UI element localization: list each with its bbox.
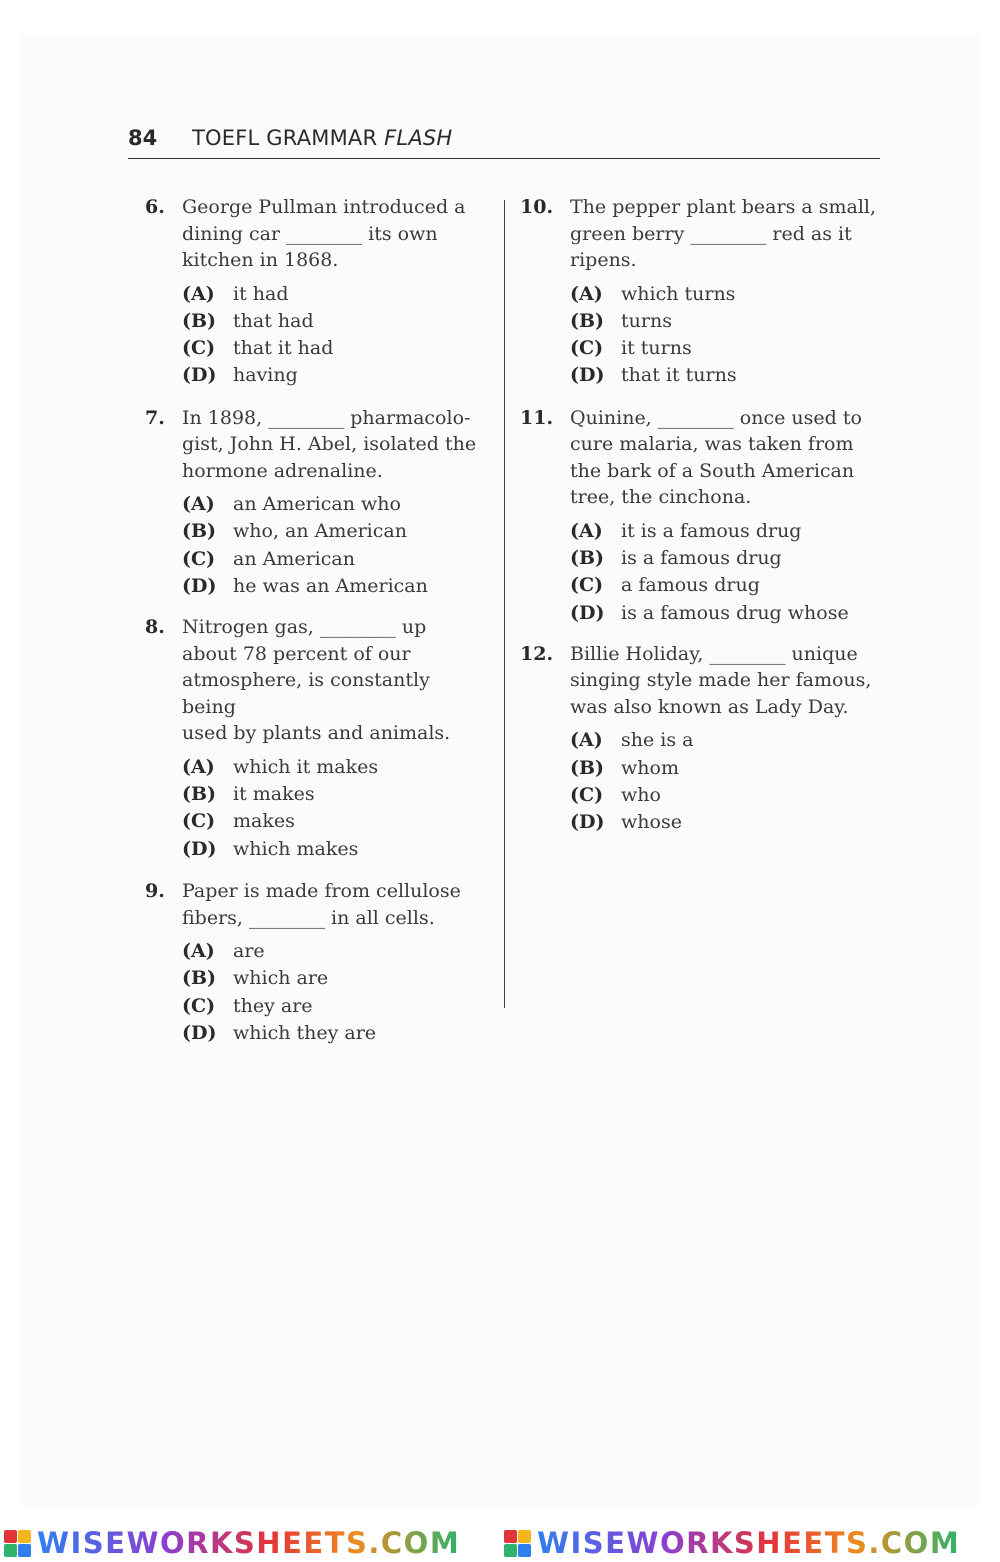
option-letter: (C) [570, 783, 604, 806]
option-text: whom [621, 756, 679, 779]
option-text: it had [233, 282, 289, 305]
answer-option[interactable] [182, 491, 485, 518]
option-text: that it turns [621, 364, 737, 387]
option-letter: (A) [182, 282, 215, 305]
option-letter: (C) [570, 574, 604, 597]
question-text: Billie Holiday, ________ unique singing style made her famous, was also known as Lady Day. [570, 642, 872, 718]
question-text: Quinine, ________ once used to cure malaria, was taken from the bark of a South American tree, the cinchona. [570, 406, 862, 509]
option-text: having [233, 364, 298, 387]
option-letter: (B) [182, 783, 217, 806]
option-letter: (A) [570, 282, 603, 305]
answer-option[interactable] [182, 281, 485, 308]
question-6 [145, 194, 485, 390]
answer-options [182, 938, 485, 1047]
answer-options [570, 518, 880, 627]
answer-option[interactable] [570, 308, 880, 335]
option-letter: (B) [570, 309, 605, 332]
answer-option[interactable] [182, 965, 485, 992]
option-text: are [233, 940, 265, 963]
option-letter: (A) [182, 493, 215, 516]
option-letter: (B) [182, 520, 217, 543]
answer-option[interactable] [182, 546, 485, 573]
option-letter: (D) [570, 811, 605, 834]
answer-option[interactable] [182, 573, 485, 600]
answer-option[interactable] [570, 545, 880, 572]
worksheet-logo-icon [4, 1530, 31, 1557]
answer-option[interactable] [570, 518, 880, 545]
option-letter: (A) [570, 519, 603, 542]
question-8 [145, 614, 485, 863]
answer-option[interactable] [570, 335, 880, 362]
option-text: which they are [233, 1021, 377, 1044]
question-12 [520, 641, 880, 837]
option-letter: (D) [182, 1021, 217, 1044]
answer-option[interactable] [182, 308, 485, 335]
answer-option[interactable] [182, 754, 485, 781]
logo-square-3 [504, 1544, 517, 1557]
question-number: 11. [520, 406, 554, 429]
question-text: In 1898, ________ pharmacolo- gist, John H. Abel, isolated the hormone adrenaline. [182, 406, 477, 482]
answer-option[interactable] [182, 836, 485, 863]
answer-option[interactable] [570, 727, 880, 754]
question-9 [145, 878, 485, 1047]
question-7 [145, 405, 485, 601]
answer-option[interactable] [182, 781, 485, 808]
option-text: it turns [621, 337, 692, 360]
option-text: turns [621, 309, 672, 332]
question-11 [520, 405, 880, 627]
worksheet-logo-icon [504, 1530, 531, 1557]
option-letter: (D) [570, 601, 605, 624]
option-text: which it makes [233, 755, 379, 778]
question-text: Paper is made from cellulose fibers, ________ in all cells. [182, 880, 461, 929]
option-text: an American [233, 547, 355, 570]
option-text: that had [233, 309, 314, 332]
logo-square-1 [4, 1530, 17, 1543]
question-text: George Pullman introduced a dining car ________ its own kitchen in 1868. [182, 196, 466, 271]
option-text: which are [233, 967, 329, 990]
option-text: which turns [621, 282, 736, 305]
answer-option[interactable] [570, 281, 880, 308]
answer-option[interactable] [182, 335, 485, 362]
page-header [128, 126, 880, 159]
option-text: who [621, 783, 661, 806]
option-letter: (A) [570, 729, 603, 752]
option-text: they are [233, 994, 313, 1017]
answer-options [182, 754, 485, 863]
option-letter: (C) [182, 810, 216, 833]
option-text: an American who [233, 493, 401, 516]
logo-square-1 [504, 1530, 517, 1543]
option-text: is a famous drug [621, 546, 782, 569]
option-text: who, an American [233, 520, 407, 543]
option-letter: (C) [182, 337, 216, 360]
question-number: 12. [520, 642, 554, 665]
option-letter: (D) [182, 364, 217, 387]
option-text: she is a [621, 729, 694, 752]
question-text: Nitrogen gas, ________ up about 78 percent of our atmosphere, is constantly being used by plants and animals. [182, 616, 451, 745]
logo-square-3 [4, 1544, 17, 1557]
option-letter: (A) [182, 755, 215, 778]
book-title-italic: FLASH [384, 126, 453, 150]
column-divider [504, 200, 505, 1008]
option-text: that it had [233, 337, 334, 360]
option-text: a famous drug [621, 574, 760, 597]
book-title-main: TOEFL GRAMMAR [192, 126, 385, 150]
option-letter: (B) [182, 967, 217, 990]
option-text: is a famous drug whose [621, 601, 849, 624]
question-number: 9. [145, 880, 165, 903]
question-10 [520, 194, 880, 390]
watermark-text: WISEWORKSHEETS.COM [37, 1526, 461, 1560]
answer-options [570, 727, 880, 836]
answer-options [570, 281, 880, 390]
question-text: The pepper plant bears a small, green berry ________ red as it ripens. [570, 196, 877, 271]
option-letter: (B) [570, 756, 605, 779]
option-text: he was an American [233, 575, 428, 598]
footer-watermark [0, 1520, 1000, 1562]
option-text: which makes [233, 837, 359, 860]
answer-option[interactable] [182, 808, 485, 835]
watermark-2 [504, 1528, 960, 1558]
logo-square-2 [518, 1530, 531, 1543]
option-letter: (D) [182, 837, 217, 860]
option-text: it is a famous drug [621, 519, 802, 542]
question-number: 10. [520, 196, 554, 218]
right-column [520, 194, 880, 837]
option-letter: (D) [570, 364, 605, 387]
page-number: 84 [128, 126, 158, 150]
option-letter: (B) [182, 309, 217, 332]
answer-option[interactable] [182, 993, 485, 1020]
answer-option[interactable] [570, 782, 880, 809]
answer-option[interactable] [570, 362, 880, 389]
watermark-text: WISEWORKSHEETS.COM [537, 1526, 961, 1560]
question-number: 8. [145, 616, 165, 639]
watermark-1 [4, 1528, 460, 1558]
answer-option[interactable] [570, 755, 880, 782]
option-text: it makes [233, 783, 315, 806]
option-letter: (C) [182, 547, 216, 570]
logo-square-4 [518, 1544, 531, 1557]
option-text: makes [233, 810, 295, 833]
option-letter: (C) [570, 337, 604, 360]
answer-option[interactable] [182, 1020, 485, 1047]
question-number: 7. [145, 406, 165, 429]
answer-option[interactable] [182, 518, 485, 545]
answer-option[interactable] [570, 809, 880, 836]
answer-option[interactable] [570, 572, 880, 599]
question-number: 6. [145, 196, 165, 218]
option-letter: (A) [182, 940, 215, 963]
option-text: whose [621, 811, 682, 834]
option-letter: (D) [182, 575, 217, 598]
option-letter: (C) [182, 994, 216, 1017]
answer-option[interactable] [570, 600, 880, 627]
left-column [145, 194, 485, 1047]
answer-option[interactable] [182, 362, 485, 389]
logo-square-2 [18, 1530, 31, 1543]
answer-options [182, 281, 485, 390]
logo-square-4 [18, 1544, 31, 1557]
answer-option[interactable] [182, 938, 485, 965]
option-letter: (B) [570, 546, 605, 569]
book-title [192, 126, 452, 150]
answer-options [182, 491, 485, 600]
